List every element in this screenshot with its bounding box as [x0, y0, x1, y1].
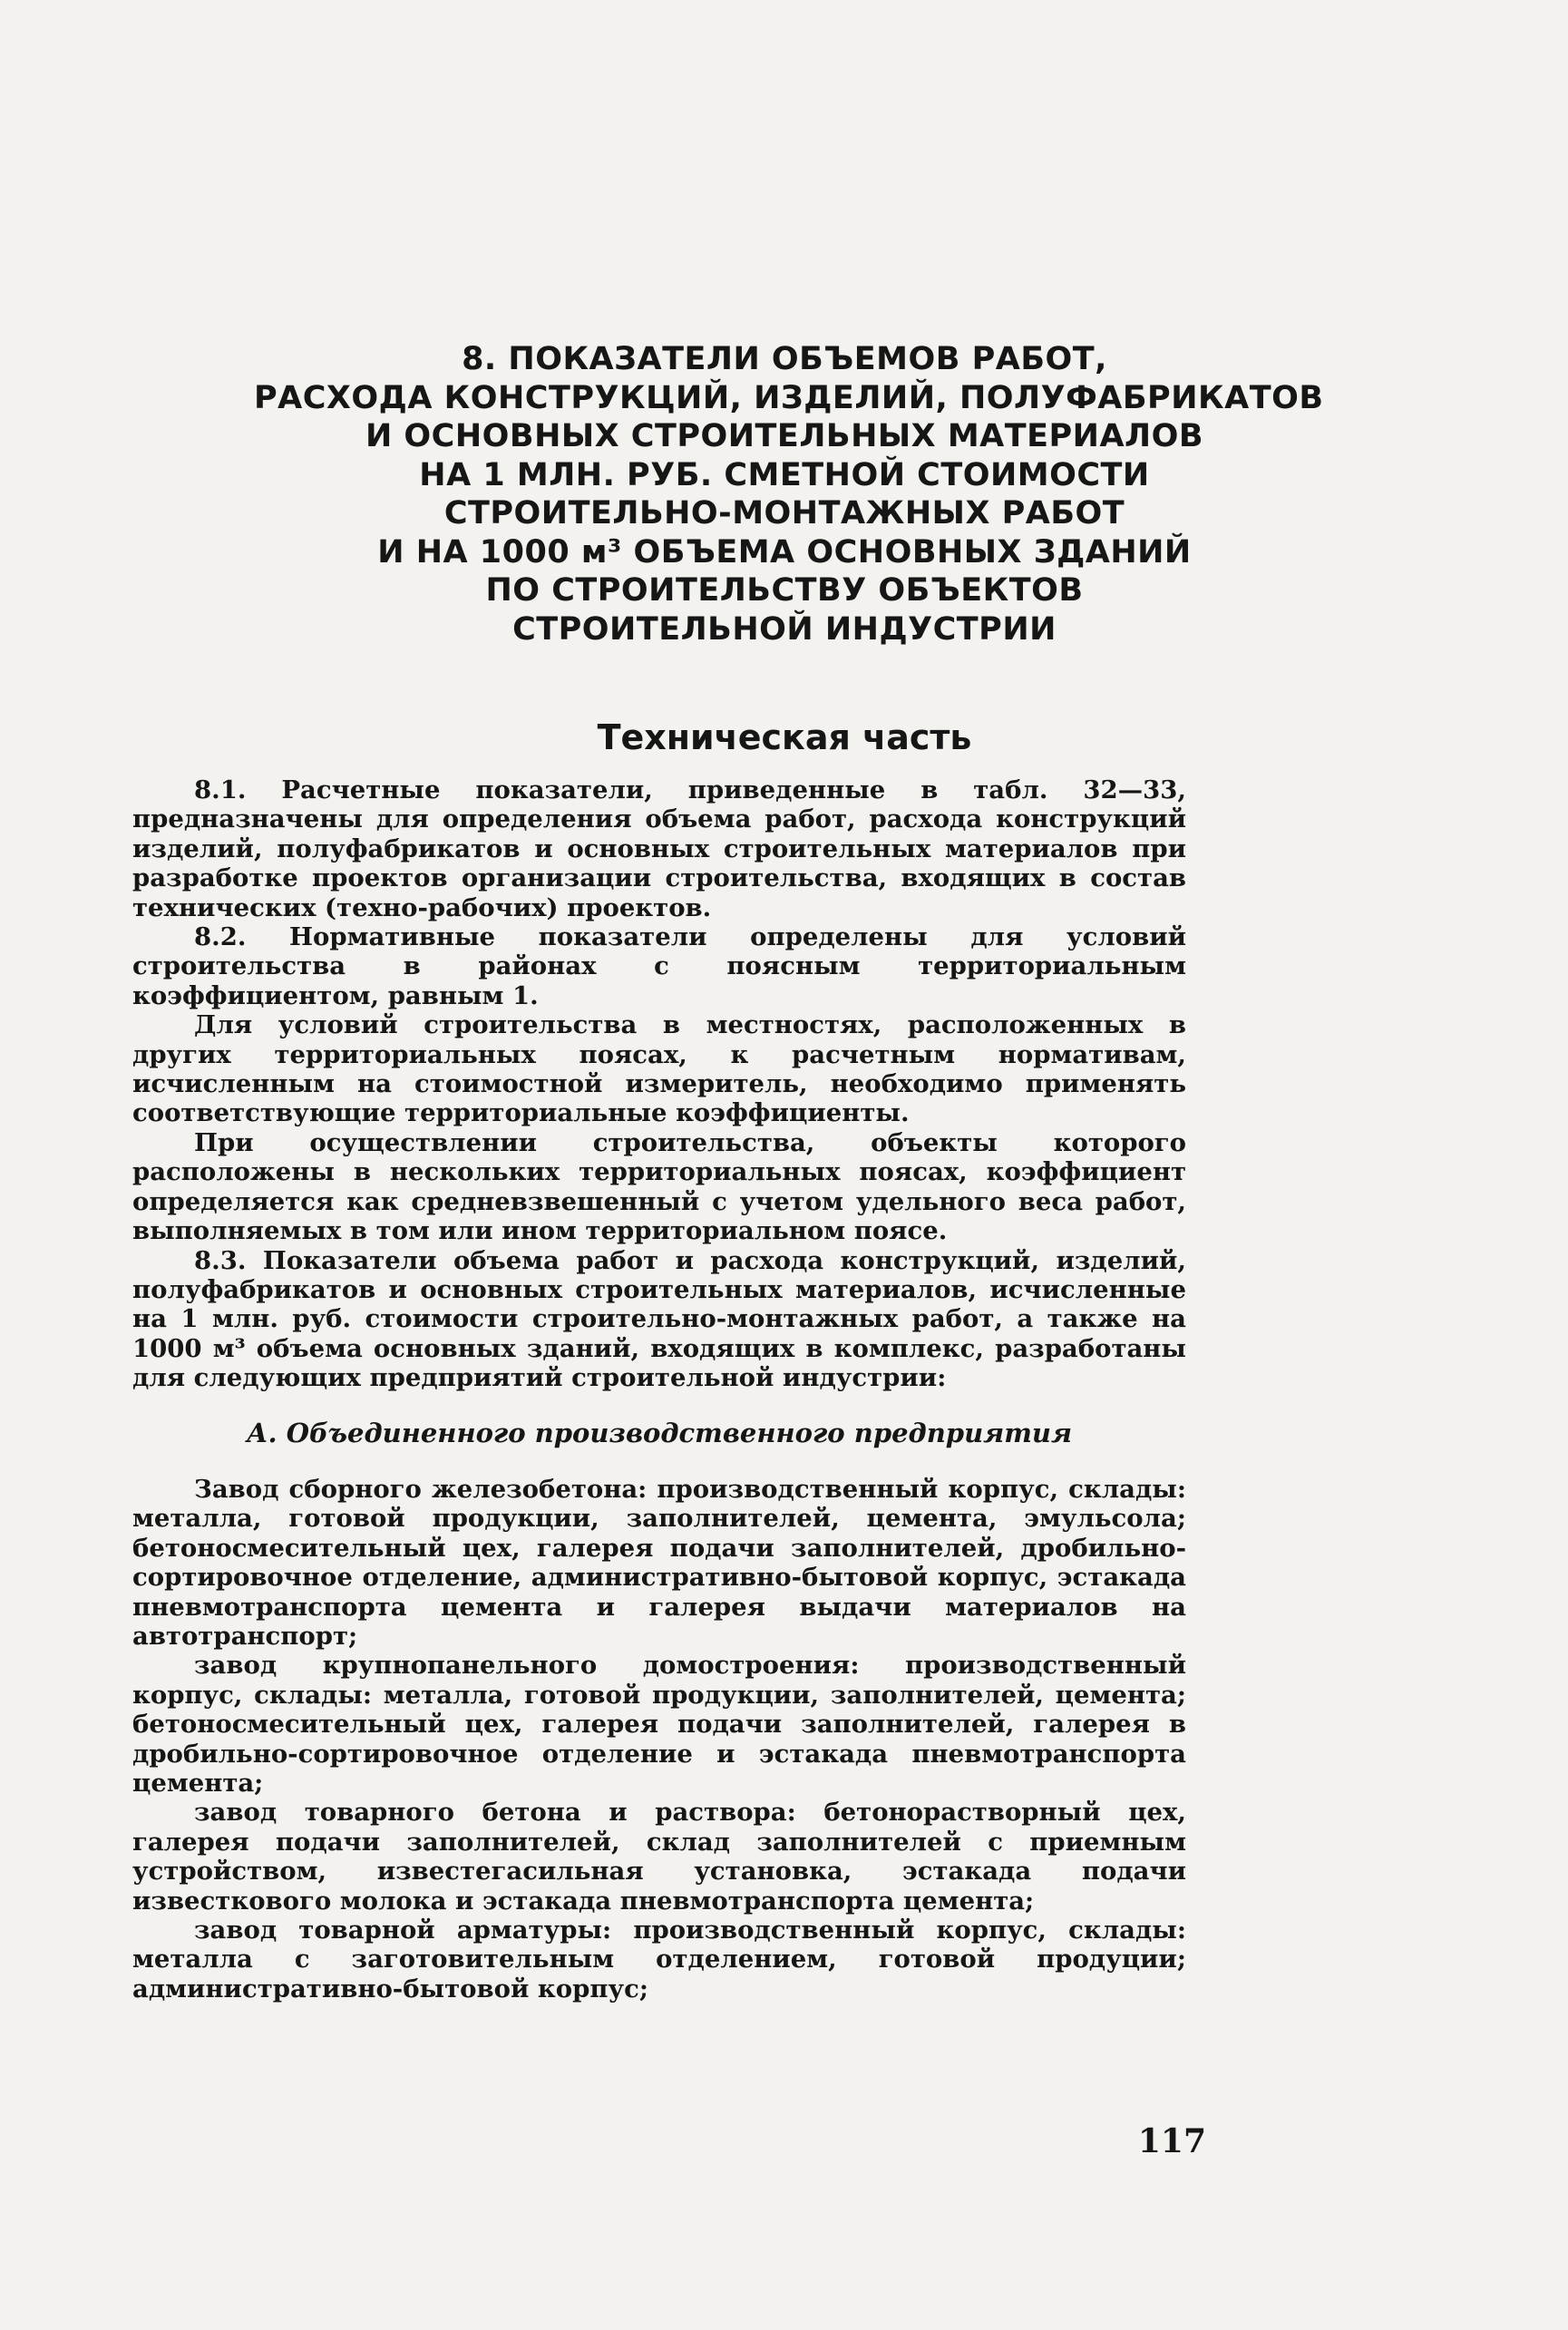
- list-paragraph: Завод сборного железобетона: производственный корпус, склады: металла, готовой продукции, заполнителей, цемента, эмульсола; бетоносмесительный цех, галерея подачи заполнителей, дробильно-сортировочное отделение, административно-бытовой корпус, эстакада пневмотранспорта цемента и галерея выдачи материалов на автотранспорт;: [132, 1474, 1186, 1651]
- list-paragraph: завод товарного бетона и раствора: бетонорастворный цех, галерея подачи заполнителей, склад заполнителей с приемным устройством, известегасильная установка, эстакада подачи известкового молока и эстакада пневмотранспорта цемента;: [132, 1798, 1186, 1916]
- heading-line: И ОСНОВНЫХ СТРОИТЕЛЬНЫХ МАТЕРИАЛОВ: [365, 418, 1204, 454]
- paragraph: При осуществлении строительства, объекты которого расположены в нескольких территориальных поясах, коэффициент определяется как средневзвешенный с учетом удельного веса работ, выполняемых в том или ином территориальном поясе.: [132, 1127, 1186, 1246]
- heading-line: СТРОИТЕЛЬНО-МОНТАЖНЫХ РАБОТ: [443, 495, 1125, 531]
- paragraph: 8.1. Расчетные показатели, приведенные в табл. 32—33, предназначены для определения объема работ, расхода конструкций изделий, полуфабрикатов и основных строительных материалов при разработке проектов организации строительства, входящих в состав технических (техно-рабочих) проектов.: [132, 775, 1186, 922]
- list-paragraph: завод товарной арматуры: производственный корпус, склады: металла с заготовительным отделением, готовой продуции; административно-бытовой корпус;: [132, 1916, 1186, 2003]
- heading-line: НА 1 МЛН. РУБ. СМЕТНОЙ СТОИМОСТИ: [419, 456, 1150, 493]
- list-paragraph: завод крупнопанельного домостроения: производственный корпус, склады: металла, готовой продукции, заполнителей, цемента; бетоносмесительный цех, галерея подачи заполнителей, галерея в дробильно-сортировочное отделение и эстакада пневмотранспорта цемента;: [132, 1651, 1186, 1798]
- heading-line: 8. ПОКАЗАТЕЛИ ОБЪЕМОВ РАБОТ,: [462, 341, 1107, 377]
- paragraph: 8.3. Показатели объема работ и расхода конструкций, изделий, полуфабрикатов и основных строительных материалов, исчисленные на 1 млн. руб. стоимости строительно-монтажных работ, а также на 1000 м³ объема основных зданий, входящих в комплекс, разработаны для следующих предприятий строительной индустрии:: [132, 1245, 1186, 1393]
- heading-line: И НА 1000 м³ ОБЪЕМА ОСНОВНЫХ ЗДАНИЙ: [377, 533, 1192, 570]
- heading-line: СТРОИТЕЛЬНОЙ ИНДУСТРИИ: [512, 610, 1057, 648]
- section-heading: [254, 340, 1324, 648]
- subheading: Техническая часть: [597, 717, 972, 757]
- paragraph: Для условий строительства в местностях, расположенных в других территориальных поясах, к расчетным нормативам, исчисленным на стоимостной измеритель, необходимо применять соответствующие территориальные коэффициенты.: [132, 1010, 1186, 1128]
- heading-line: ПО СТРОИТЕЛЬСТВУ ОБЪЕКТОВ: [485, 572, 1084, 609]
- paragraph: 8.2. Нормативные показатели определены для условий строительства в районах с поясным территориальным коэффициентом, равным 1.: [132, 922, 1186, 1010]
- heading-line: РАСХОДА КОНСТРУКЦИЙ, ИЗДЕЛИЙ, ПОЛУФАБРИКАТОВ: [254, 379, 1324, 416]
- section-title: А. Объединенного производственного предприятия: [246, 1417, 1073, 1448]
- body-text: [132, 775, 1186, 2003]
- page-number: 117: [1137, 2122, 1206, 2160]
